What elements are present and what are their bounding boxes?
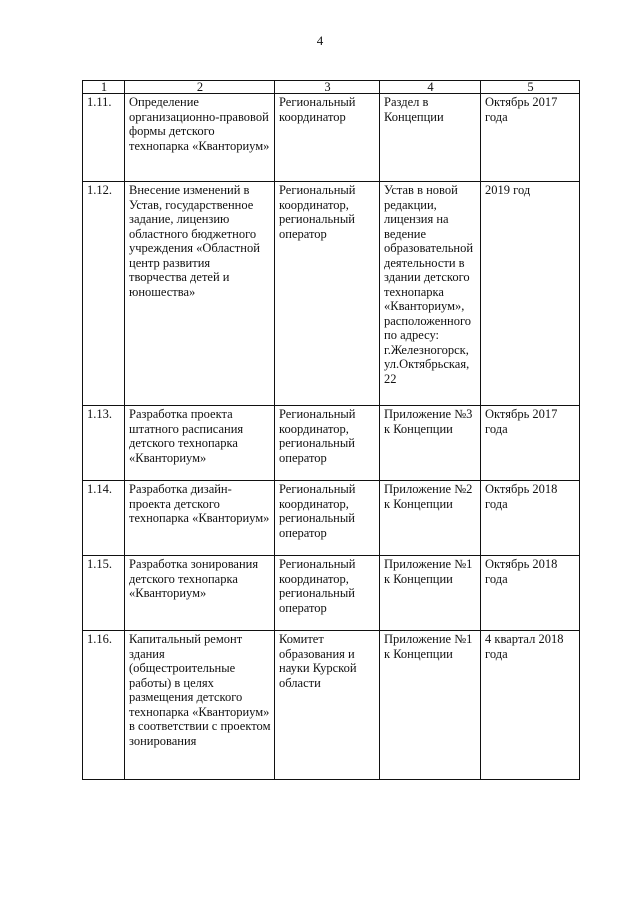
deadline-cell: Октябрь 2017 года [481,94,580,182]
deadline-cell: Октябрь 2017 года [481,406,580,481]
table-row [83,94,580,182]
table-row [83,182,580,406]
deadline-cell: 2019 год [481,182,580,406]
result-cell: Приложение №3 к Концепции [380,406,481,481]
column-header: 1 [83,81,125,94]
action-cell: Внесение изменений в Устав, государственное задание, лицензию областного бюджетного учреждения «Областной центр развития творчества детей и юношества» [125,182,275,406]
row-number: 1.11. [83,94,125,182]
column-header: 3 [275,81,380,94]
row-number: 1.15. [83,556,125,631]
table-row [83,481,580,556]
responsible-cell: Региональный координатор, региональный оператор [275,481,380,556]
result-cell: Устав в новой редакции, лицензия на ведение образовательной деятельности в здании детского технопарка «Кванториум», расположенного по адресу: г.Железногорск, ул.Октябрьская, 22 [380,182,481,406]
action-cell: Разработка зонирования детского технопарка «Кванториум» [125,556,275,631]
responsible-cell: Региональный координатор, региональный оператор [275,406,380,481]
action-cell: Капитальный ремонт здания (общестроительные работы) в целях размещения детского технопарка «Кванториум» в соответствии с проектом зонирования [125,631,275,780]
result-cell: Приложение №2 к Концепции [380,481,481,556]
row-number: 1.12. [83,182,125,406]
result-cell: Приложение №1 к Концепции [380,631,481,780]
table-row [83,556,580,631]
table-row [83,406,580,481]
result-cell: Раздел в Концепции [380,94,481,182]
column-header: 2 [125,81,275,94]
responsible-cell: Комитет образования и науки Курской области [275,631,380,780]
column-header: 5 [481,81,580,94]
row-number: 1.14. [83,481,125,556]
table-row [83,631,580,780]
deadline-cell: 4 квартал 2018 года [481,631,580,780]
column-header: 4 [380,81,481,94]
responsible-cell: Региональный координатор, региональный оператор [275,182,380,406]
responsible-cell: Региональный координатор, региональный оператор [275,556,380,631]
row-number: 1.13. [83,406,125,481]
deadline-cell: Октябрь 2018 года [481,556,580,631]
plan-table [82,80,580,780]
row-number: 1.16. [83,631,125,780]
page-number: 4 [316,33,324,48]
action-cell: Разработка проекта штатного расписания детского технопарка «Кванториум» [125,406,275,481]
table-header-row [83,81,580,94]
result-cell: Приложение №1 к Концепции [380,556,481,631]
responsible-cell: Региональный координатор [275,94,380,182]
action-cell: Определение организационно-правовой формы детского технопарка «Кванториум» [125,94,275,182]
action-cell: Разработка дизайн-проекта детского технопарка «Кванториум» [125,481,275,556]
deadline-cell: Октябрь 2018 года [481,481,580,556]
